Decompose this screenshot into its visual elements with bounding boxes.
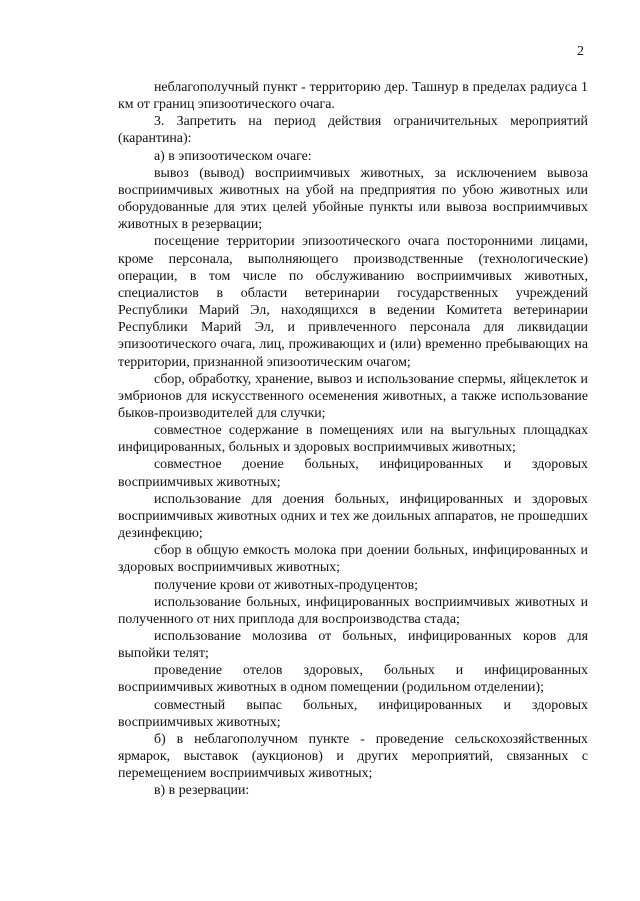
paragraph-7: совместное содержание в помещениях или на выгульных площадках инфицированных, больных и здоровых восприимчивых животных; [118, 423, 588, 456]
paragraph-10: сбор в общую емкость молока при доении больных, инфицированных и здоровых восприимчивых животных; [118, 543, 588, 576]
paragraph-17: в) в резервации: [154, 783, 250, 799]
paragraph-9: использование для доения больных, инфицированных и здоровых восприимчивых животных одних и тех же доильных аппаратов, не прошедших дезинфекцию; [118, 491, 588, 542]
paragraph-13: использование молозива от больных, инфицированных коров для выпойки телят; [118, 629, 588, 662]
page-number: 2 [577, 44, 584, 59]
paragraph-14: проведение отелов здоровых, больных и инфицированных восприимчивых животных в одном помещении (родильном отделении); [118, 663, 588, 696]
paragraph-1: неблагополучный пункт - территорию дер. Ташнур в пределах радиуса 1 км от границ эпизоотического очага. [118, 80, 588, 113]
paragraph-15: совместный выпас больных, инфицированных и здоровых восприимчивых животных; [118, 697, 588, 730]
paragraph-2: 3. Запретить на период действия ограничительных мероприятий (карантина): [118, 114, 588, 147]
document-body [118, 79, 588, 800]
paragraph-5: посещение территории эпизоотического очага посторонними лицами, кроме персонала, выполняющего производственные (технологические) операции, в том числе по обслуживанию восприимчивых животных, специалистов в области ветеринарии государственных учреждений Республики Марий Эл, находящихся в ведении Комитета ветеринарии Республики Марий Эл, и привлеченного персонала для ликвидации эпизоотического очага, лиц, проживающих и (или) временно пребывающих на территории, признанной эпизоотическим очагом; [118, 234, 588, 370]
paragraph-16: б) в неблагополучном пункте - проведение сельскохозяйственных ярмарок, выставок (аукционов) и других мероприятий, связанных с перемещением восприимчивых животных; [118, 731, 588, 782]
paragraph-8: совместное доение больных, инфицированных и здоровых восприимчивых животных; [118, 457, 588, 490]
paragraph-3: а) в эпизоотическом очаге: [154, 148, 312, 164]
paragraph-12: использование больных, инфицированных восприимчивых животных и полученного от них приплода для воспроизводства стада; [118, 594, 588, 627]
paragraph-11: получение крови от животных-продуцентов; [154, 577, 419, 593]
paragraph-4: вывоз (вывод) восприимчивых животных, за исключением вывоза восприимчивых животных на убой на предприятия по убою животных или оборудованные для этих целей убойные пункты или вывоза восприимчивых животных в резервации; [118, 165, 588, 233]
paragraph-6: сбор, обработку, хранение, вывоз и использование спермы, яйцеклеток и эмбрионов для искусственного осеменения животных, а также использование быков-производителей для случки; [118, 371, 588, 421]
